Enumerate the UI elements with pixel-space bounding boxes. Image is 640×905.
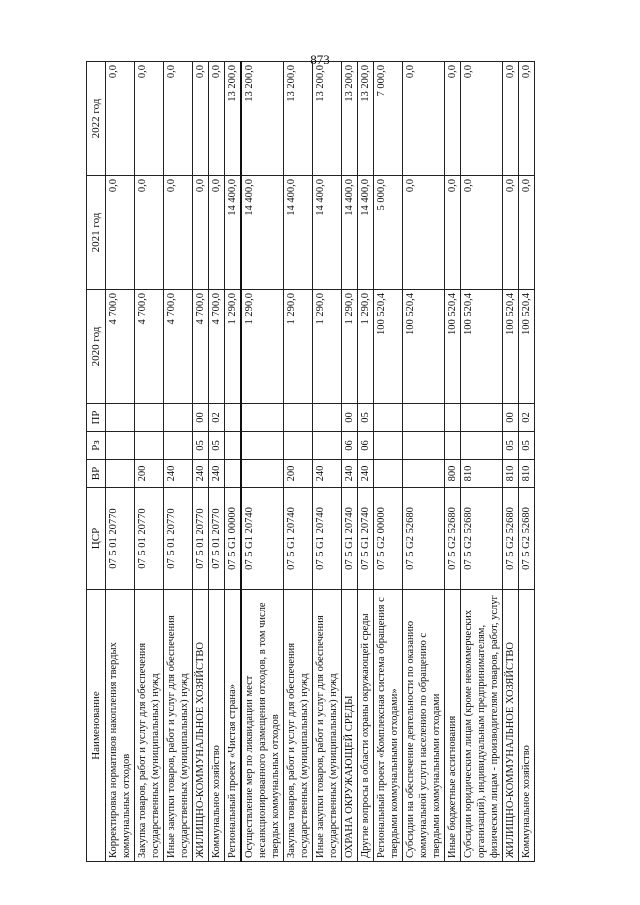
cell-pr: 02 — [209, 404, 225, 432]
cell-vr: 200 — [284, 460, 313, 488]
cell-2022: 0,0 — [503, 62, 519, 176]
cell-csr: 07 5 G1 20740 — [313, 488, 342, 590]
cell-2020: 100 520,4 — [503, 290, 519, 404]
cell-name: Иные закупки товаров, работ и услуг для обеспечения государственных (муниципальных) нужд — [164, 590, 193, 862]
cell-rz — [106, 432, 135, 460]
cell-2021: 14 400,0 — [225, 176, 242, 290]
table-row — [374, 62, 403, 862]
cell-name: Корректировка нормативов накопления твердых коммунальных отходов — [106, 590, 135, 862]
cell-name: Иные бюджетные ассигнования — [445, 590, 461, 862]
cell-csr: 07 5 G1 00000 — [225, 488, 242, 590]
cell-pr — [445, 404, 461, 432]
cell-pr — [403, 404, 445, 432]
cell-2022: 0,0 — [209, 62, 225, 176]
cell-vr: 240 — [358, 460, 374, 488]
cell-pr: 00 — [503, 404, 519, 432]
cell-2021: 14 400,0 — [241, 176, 284, 290]
cell-2020: 100 520,4 — [519, 290, 535, 404]
cell-pr — [135, 404, 164, 432]
table-body — [106, 62, 535, 862]
cell-pr — [225, 404, 242, 432]
cell-csr: 07 5 01 20770 — [193, 488, 209, 590]
cell-rz — [374, 432, 403, 460]
header-row — [87, 62, 106, 862]
cell-2021: 14 400,0 — [358, 176, 374, 290]
cell-2021: 0,0 — [193, 176, 209, 290]
cell-2021: 0,0 — [503, 176, 519, 290]
cell-vr — [225, 460, 242, 488]
cell-rz: 05 — [193, 432, 209, 460]
header-cell-2022: 2022 год — [87, 62, 106, 176]
table-row — [106, 62, 135, 862]
cell-name: Коммунальное хозяйство — [519, 590, 535, 862]
cell-vr: 240 — [164, 460, 193, 488]
cell-rz — [284, 432, 313, 460]
table-row — [164, 62, 193, 862]
cell-name: ОХРАНА ОКРУЖАЮЩЕЙ СРЕДЫ — [342, 590, 358, 862]
cell-vr — [106, 460, 135, 488]
table-row — [445, 62, 461, 862]
cell-rz — [135, 432, 164, 460]
header-cell-2021: 2021 год — [87, 176, 106, 290]
cell-2020: 1 290,0 — [241, 290, 284, 404]
table-header — [87, 62, 106, 862]
cell-2022: 13 200,0 — [241, 62, 284, 176]
cell-vr — [374, 460, 403, 488]
cell-2021: 14 400,0 — [342, 176, 358, 290]
cell-2022: 0,0 — [445, 62, 461, 176]
table-row — [241, 62, 284, 862]
cell-csr: 07 5 G2 52680 — [403, 488, 445, 590]
cell-pr — [313, 404, 342, 432]
cell-2020: 1 290,0 — [342, 290, 358, 404]
cell-csr: 07 5 G1 20740 — [358, 488, 374, 590]
page-number: 873 — [310, 52, 330, 67]
header-cell-csr: ЦСР — [87, 488, 106, 590]
cell-2021: 14 400,0 — [284, 176, 313, 290]
cell-pr — [374, 404, 403, 432]
cell-rz: 06 — [358, 432, 374, 460]
cell-2022: 0,0 — [135, 62, 164, 176]
cell-rz: 05 — [503, 432, 519, 460]
cell-2020: 100 520,4 — [374, 290, 403, 404]
cell-2020: 4 700,0 — [164, 290, 193, 404]
rotated-page — [86, 62, 560, 862]
header-cell-pr: ПР — [87, 404, 106, 432]
cell-name: Региональный проект «Комплексная система обращения с твердыми коммунальными отходами» — [374, 590, 403, 862]
cell-csr: 07 5 G2 52680 — [503, 488, 519, 590]
cell-2021: 0,0 — [209, 176, 225, 290]
cell-name: Региональный проект «Чистая страна» — [225, 590, 242, 862]
rotated-table-container — [86, 62, 560, 862]
cell-name: Другие вопросы в области охраны окружающей среды — [358, 590, 374, 862]
cell-2020: 1 290,0 — [358, 290, 374, 404]
cell-2022: 0,0 — [461, 62, 503, 176]
cell-pr: 02 — [519, 404, 535, 432]
cell-rz — [461, 432, 503, 460]
cell-2022: 0,0 — [403, 62, 445, 176]
cell-2021: 0,0 — [461, 176, 503, 290]
cell-2021: 0,0 — [445, 176, 461, 290]
table-row — [403, 62, 445, 862]
cell-rz — [241, 432, 284, 460]
cell-name: ЖИЛИЩНО-КОММУНАЛЬНОЕ ХОЗЯЙСТВО — [503, 590, 519, 862]
cell-vr: 810 — [519, 460, 535, 488]
table-row — [284, 62, 313, 862]
cell-pr — [106, 404, 135, 432]
table-row — [503, 62, 519, 862]
cell-2021: 0,0 — [403, 176, 445, 290]
cell-pr: 05 — [358, 404, 374, 432]
cell-2020: 4 700,0 — [106, 290, 135, 404]
header-cell-2020: 2020 год — [87, 290, 106, 404]
cell-csr: 07 5 01 20770 — [209, 488, 225, 590]
cell-rz: 05 — [519, 432, 535, 460]
cell-2022: 0,0 — [106, 62, 135, 176]
cell-rz — [164, 432, 193, 460]
cell-vr — [403, 460, 445, 488]
cell-pr: 00 — [193, 404, 209, 432]
cell-name: Иные закупки товаров, работ и услуг для обеспечения государственных (муниципальных) нужд — [313, 590, 342, 862]
cell-2020: 100 520,4 — [461, 290, 503, 404]
cell-2021: 0,0 — [519, 176, 535, 290]
cell-rz — [403, 432, 445, 460]
cell-pr: 00 — [342, 404, 358, 432]
table-row — [313, 62, 342, 862]
cell-vr: 810 — [503, 460, 519, 488]
cell-vr: 240 — [342, 460, 358, 488]
cell-name: Субсидии юридическим лицам (кроме некоммерческих организаций), индивидуальным предпринимателям, физическим лицам - производителям товаров, работ, услуг — [461, 590, 503, 862]
cell-rz — [313, 432, 342, 460]
cell-2020: 4 700,0 — [135, 290, 164, 404]
table-row — [342, 62, 358, 862]
cell-pr — [461, 404, 503, 432]
header-cell-name: Наименование — [87, 590, 106, 862]
cell-2022: 13 200,0 — [342, 62, 358, 176]
cell-2021: 0,0 — [164, 176, 193, 290]
cell-vr: 240 — [209, 460, 225, 488]
cell-2021: 0,0 — [135, 176, 164, 290]
header-cell-rz: Рз — [87, 432, 106, 460]
cell-2021: 14 400,0 — [313, 176, 342, 290]
table-row — [519, 62, 535, 862]
cell-csr: 07 5 G1 20740 — [284, 488, 313, 590]
header-cell-vr: ВР — [87, 460, 106, 488]
cell-csr: 07 5 01 20770 — [106, 488, 135, 590]
cell-csr: 07 5 01 20770 — [164, 488, 193, 590]
cell-csr: 07 5 01 20770 — [135, 488, 164, 590]
cell-2022: 13 200,0 — [225, 62, 242, 176]
cell-csr: 07 5 G2 00000 — [374, 488, 403, 590]
cell-2021: 0,0 — [106, 176, 135, 290]
cell-2022: 0,0 — [164, 62, 193, 176]
cell-vr: 800 — [445, 460, 461, 488]
cell-pr — [284, 404, 313, 432]
cell-2020: 1 290,0 — [313, 290, 342, 404]
table-row — [225, 62, 242, 862]
cell-2022: 0,0 — [519, 62, 535, 176]
cell-name: Субсидии на обеспечение деятельности по оказанию коммунальной услуги населению по обращению с твердыми коммунальными отходами — [403, 590, 445, 862]
cell-2020: 4 700,0 — [209, 290, 225, 404]
cell-rz: 05 — [209, 432, 225, 460]
cell-csr: 07 5 G2 52680 — [461, 488, 503, 590]
cell-csr: 07 5 G1 20740 — [241, 488, 284, 590]
cell-rz — [445, 432, 461, 460]
cell-pr — [241, 404, 284, 432]
cell-csr: 07 5 G2 52680 — [519, 488, 535, 590]
cell-vr: 200 — [135, 460, 164, 488]
cell-csr: 07 5 G1 20740 — [342, 488, 358, 590]
cell-2022: 13 200,0 — [358, 62, 374, 176]
cell-2022: 13 200,0 — [284, 62, 313, 176]
cell-vr: 810 — [461, 460, 503, 488]
cell-2020: 4 700,0 — [193, 290, 209, 404]
cell-name: Коммунальное хозяйство — [209, 590, 225, 862]
cell-2020: 1 290,0 — [284, 290, 313, 404]
cell-vr: 240 — [193, 460, 209, 488]
cell-2020: 1 290,0 — [225, 290, 242, 404]
table-row — [461, 62, 503, 862]
cell-name: Закупка товаров, работ и услуг для обеспечения государственных (муниципальных) нужд — [284, 590, 313, 862]
cell-2021: 5 000,0 — [374, 176, 403, 290]
cell-2020: 100 520,4 — [445, 290, 461, 404]
cell-2020: 100 520,4 — [403, 290, 445, 404]
cell-2022: 0,0 — [193, 62, 209, 176]
cell-name: ЖИЛИЩНО-КОММУНАЛЬНОЕ ХОЗЯЙСТВО — [193, 590, 209, 862]
table-row — [209, 62, 225, 862]
cell-rz: 06 — [342, 432, 358, 460]
cell-vr — [241, 460, 284, 488]
cell-rz — [225, 432, 242, 460]
cell-2022: 7 000,0 — [374, 62, 403, 176]
cell-pr — [164, 404, 193, 432]
table-row — [193, 62, 209, 862]
cell-name: Закупка товаров, работ и услуг для обеспечения государственных (муниципальных) нужд — [135, 590, 164, 862]
cell-csr: 07 5 G2 52680 — [445, 488, 461, 590]
table-row — [358, 62, 374, 862]
table-row — [135, 62, 164, 862]
cell-2022: 13 200,0 — [313, 62, 342, 176]
cell-vr: 240 — [313, 460, 342, 488]
budget-table — [86, 61, 535, 862]
cell-name: Осуществление мер по ликвидации мест несанкционированного размещения отходов, в том числе твердых коммунальных отходов — [241, 590, 284, 862]
